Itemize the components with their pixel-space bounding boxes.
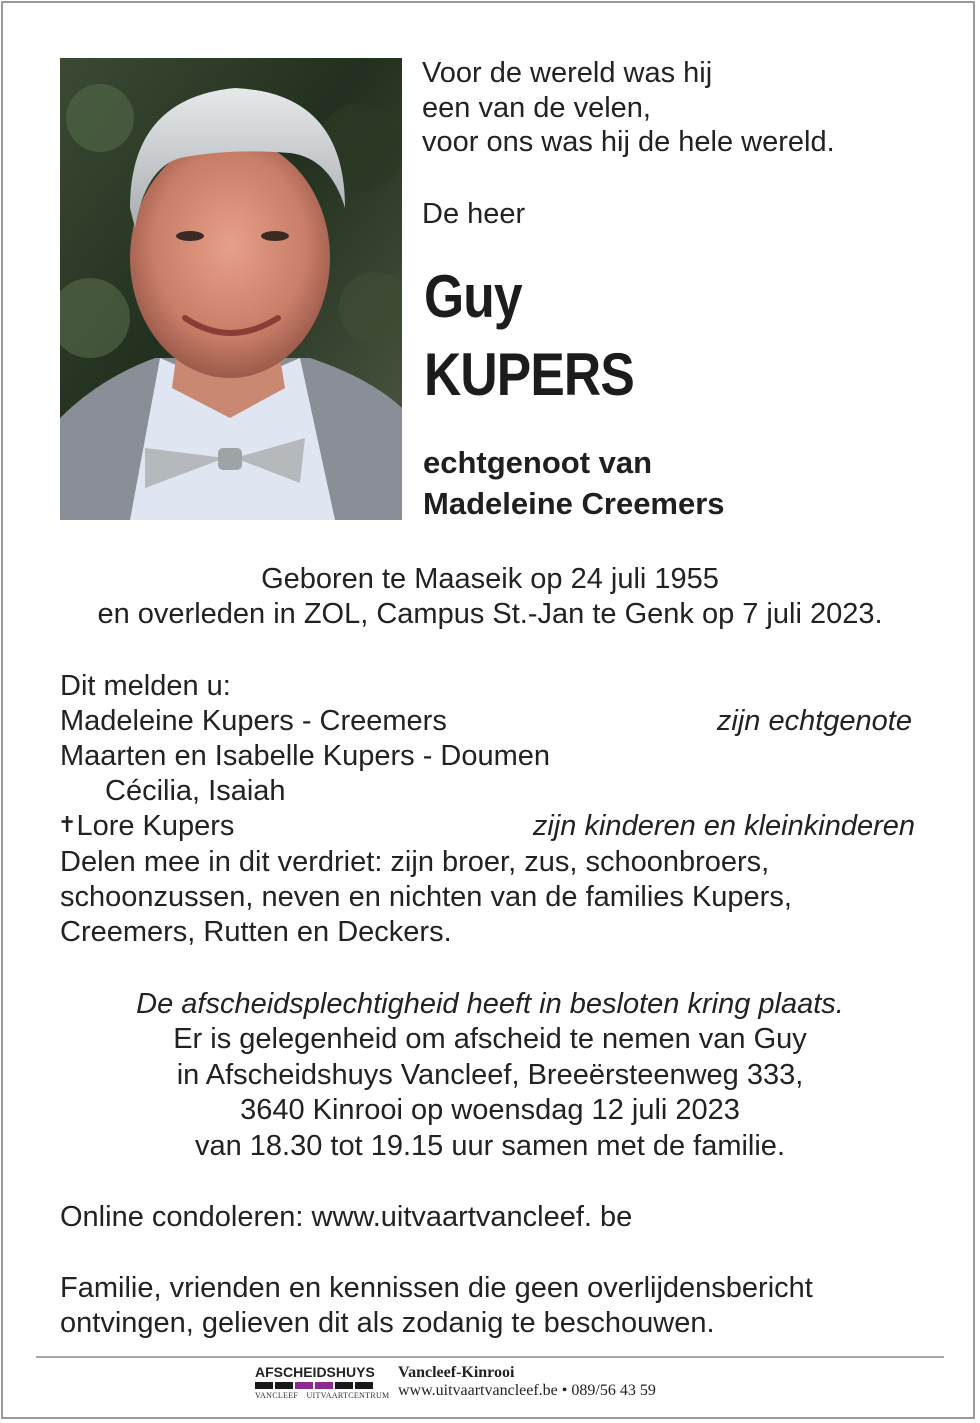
footer-logo (255, 1364, 390, 1400)
ceremony-line-3: 3640 Kinrooi op woensdag 12 juli 2023 (240, 1094, 740, 1126)
spouse-line-2: Madeleine Creemers (423, 486, 725, 521)
family-name-2: Maarten en Isabelle Kupers - Doumen (60, 740, 551, 772)
birth-line: Geboren te Maaseik op 24 juli 1955 (261, 563, 719, 595)
poem-line-3: voor ons was hij de hele wereld. (422, 126, 835, 158)
ceremony-line-1: Er is gelegenheid om afscheid te nemen van Guy (173, 1023, 807, 1055)
family-role-4: zijn kinderen en kleinkinderen (532, 810, 915, 842)
logo-sub-left: VANCLEEF (255, 1391, 299, 1400)
footer-divider (36, 1356, 944, 1358)
last-name: KUPERS (424, 341, 634, 408)
logo-subtitle (255, 1391, 390, 1400)
online-condolence: Online condoleren: www.uitvaartvancleef. be (60, 1201, 633, 1233)
family-row-4 (58, 809, 234, 845)
share-line-3: Creemers, Rutten en Deckers. (60, 916, 452, 948)
logo-title: AFSCHEIDSHUYS (255, 1364, 375, 1380)
ceremony-line-4: van 18.30 tot 19.15 uur samen met de familie. (194, 1130, 785, 1162)
death-line: en overleden in ZOL, Campus St.-Jan te Genk op 7 juli 2023. (97, 598, 883, 630)
announce-intro: Dit melden u: (60, 670, 231, 702)
footer-company: Vancleef-Kinrooi (398, 1364, 515, 1381)
salutation: De heer (422, 198, 526, 230)
logo-sub-right: UITVAARTCENTRUM (306, 1391, 390, 1400)
ceremony-italic: De afscheidsplechtigheid heeft in besloten kring plaats. (136, 988, 844, 1020)
closing-line-2: ontvingen, gelieven dit als zodanig te beschouwen. (60, 1307, 715, 1339)
share-line-2: schoonzussen, neven en nichten van de families Kupers, (60, 881, 792, 913)
portrait-photo (60, 58, 402, 520)
spouse-line-1: echtgenoot van (423, 445, 653, 480)
first-name: Guy (424, 263, 522, 330)
family-name-4: Lore Kupers (76, 810, 235, 842)
share-line-1: Delen mee in dit verdriet: zijn broer, zus, schoonbroers, (60, 846, 770, 878)
poem-line-2: een van de velen, (422, 92, 651, 124)
ceremony-line-2: in Afscheidshuys Vancleef, Breeërsteenweg 333, (176, 1059, 804, 1091)
closing-line-1: Familie, vrienden en kennissen die geen overlijdensbericht (60, 1272, 813, 1304)
family-name-1: Madeleine Kupers - Creemers (60, 705, 447, 737)
poem-line-1: Voor de wereld was hij (422, 57, 713, 89)
logo-bar (255, 1382, 380, 1389)
cross-icon: ✝ (58, 812, 77, 837)
family-role-1: zijn echtgenote (716, 705, 912, 737)
footer-contact: www.uitvaartvancleef.be • 089/56 43 59 (398, 1382, 656, 1399)
family-name-3: Cécilia, Isaiah (105, 775, 286, 807)
